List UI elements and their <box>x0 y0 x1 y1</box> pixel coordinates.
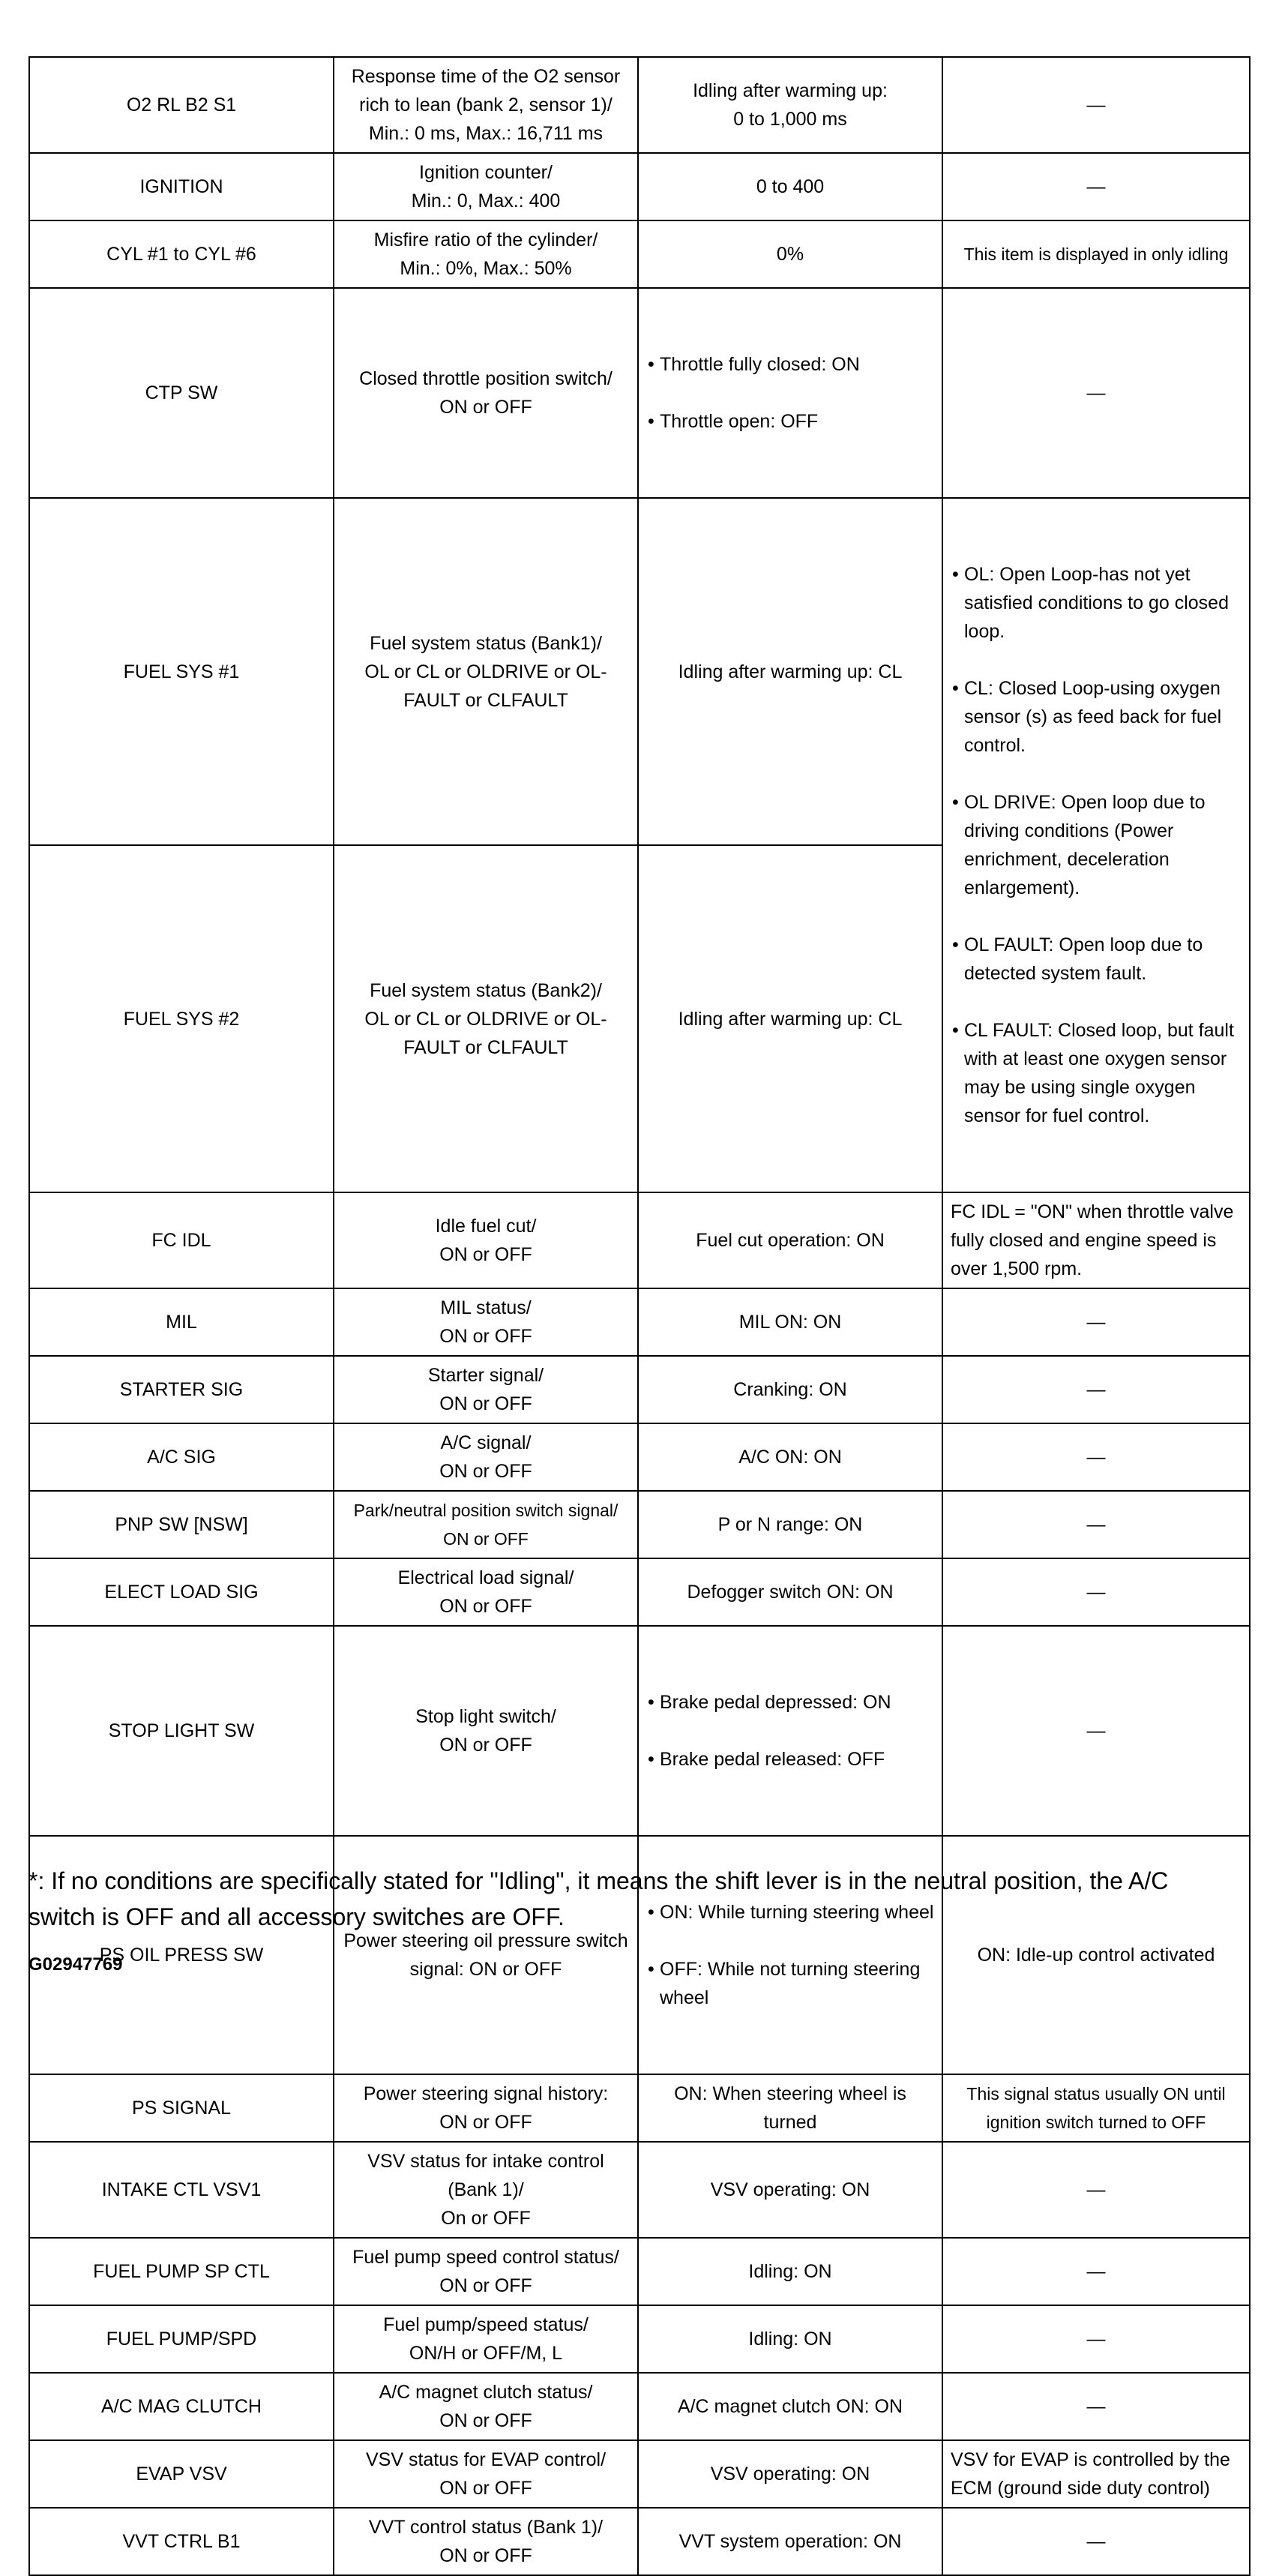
note-cell: — <box>942 2508 1250 2575</box>
condition-list <box>646 1660 934 1802</box>
item-cell: FUEL PUMP SP CTL <box>29 2238 334 2305</box>
note-bullet: • CL: Closed Loop-using oxygen sensor (s) as feed back for fuel control. <box>951 674 1242 760</box>
table-row <box>29 498 1250 845</box>
item-cell: A/C MAG CLUTCH <box>29 2373 334 2440</box>
description-cell: MIL status/ ON or OFF <box>334 1288 638 1356</box>
table-row <box>29 2142 1250 2238</box>
table-row <box>29 1192 1250 1288</box>
item-cell: FUEL SYS #2 <box>29 845 334 1192</box>
condition-cell: Idling: ON <box>638 2238 942 2305</box>
condition-cell: VVT system operation: ON <box>638 2508 942 2575</box>
item-cell: IGNITION <box>29 153 334 220</box>
condition-cell: ON: When steering wheel is turned <box>638 2074 942 2142</box>
table-row <box>29 1356 1250 1423</box>
note-cell: — <box>942 1356 1250 1423</box>
table-row <box>29 153 1250 220</box>
description-cell: VVT control status (Bank 1)/ ON or OFF <box>334 2508 638 2575</box>
item-cell: PNP SW [NSW] <box>29 1491 334 1558</box>
table-row <box>29 2238 1250 2305</box>
description-cell: A/C signal/ ON or OFF <box>334 1423 638 1491</box>
condition-cell: P or N range: ON <box>638 1491 942 1558</box>
condition-cell: Fuel cut operation: ON <box>638 1192 942 1288</box>
description-cell: Power steering oil pressure switch signal: ON or OFF <box>334 1836 638 2074</box>
table-row <box>29 2508 1250 2575</box>
condition-cell: 0 to 400 <box>638 153 942 220</box>
item-cell: O2 RL B2 S1 <box>29 57 334 153</box>
table-row <box>29 2440 1250 2508</box>
condition-bullet: • Brake pedal released: OFF <box>646 1745 934 1774</box>
item-cell: STARTER SIG <box>29 1356 334 1423</box>
table-row <box>29 1288 1250 1356</box>
condition-cell: Defogger switch ON: ON <box>638 1558 942 1626</box>
note-bullet: • OL DRIVE: Open loop due to driving conditions (Power enrichment, deceleration enlargement). <box>951 788 1242 902</box>
fuel-sys-note-cell <box>942 498 1250 1192</box>
description-cell: Idle fuel cut/ ON or OFF <box>334 1192 638 1288</box>
description-cell: Closed throttle position switch/ ON or OFF <box>334 288 638 498</box>
note-cell: — <box>942 1288 1250 1356</box>
description-cell: Fuel system status (Bank2)/ OL or CL or OLDRIVE or OL- FAULT or CLFAULT <box>334 845 638 1192</box>
condition-cell: Idling after warming up: CL <box>638 498 942 845</box>
condition-cell: A/C ON: ON <box>638 1423 942 1491</box>
item-cell: ELECT LOAD SIG <box>29 1558 334 1626</box>
note-bullet: • OL FAULT: Open loop due to detected system fault. <box>951 931 1242 988</box>
fuel-sys-note-list <box>951 532 1242 1159</box>
table-row <box>29 1558 1250 1626</box>
note-cell: — <box>942 1491 1250 1558</box>
description-cell: Electrical load signal/ ON or OFF <box>334 1558 638 1626</box>
description-cell: Ignition counter/ Min.: 0, Max.: 400 <box>334 153 638 220</box>
condition-cell: Idling after warming up: 0 to 1,000 ms <box>638 57 942 153</box>
item-cell: FC IDL <box>29 1192 334 1288</box>
condition-cell: Idling after warming up: CL <box>638 845 942 1192</box>
note-bullet: • CL FAULT: Closed loop, but fault with at least one oxygen sensor may be using single oxygen sensor for fuel control. <box>951 1016 1242 1130</box>
table-row <box>29 288 1250 498</box>
condition-cell: MIL ON: ON <box>638 1288 942 1356</box>
table-row <box>29 57 1250 153</box>
condition-bullet: • Throttle fully closed: ON <box>646 350 934 379</box>
description-cell: Misfire ratio of the cylinder/ Min.: 0%, Max.: 50% <box>334 220 638 288</box>
note-cell: — <box>942 2142 1250 2238</box>
condition-cell: Cranking: ON <box>638 1356 942 1423</box>
note-cell: — <box>942 153 1250 220</box>
item-cell: CTP SW <box>29 288 334 498</box>
item-cell: PS OIL PRESS SW <box>29 1836 334 2074</box>
item-cell: FUEL SYS #1 <box>29 498 334 845</box>
table-row <box>29 2074 1250 2142</box>
note-cell: This signal status usually ON until ignition switch turned to OFF <box>942 2074 1250 2142</box>
condition-bullet: • Throttle open: OFF <box>646 407 934 436</box>
data-list-table <box>28 56 1251 2576</box>
condition-cell <box>638 1626 942 1836</box>
note-cell: — <box>942 1423 1250 1491</box>
item-cell: VVT CTRL B1 <box>29 2508 334 2575</box>
description-cell: Park/neutral position switch signal/ ON or OFF <box>334 1491 638 1558</box>
condition-cell: A/C magnet clutch ON: ON <box>638 2373 942 2440</box>
description-cell: Fuel system status (Bank1)/ OL or CL or OLDRIVE or OL- FAULT or CLFAULT <box>334 498 638 845</box>
note-cell: This item is displayed in only idling <box>942 220 1250 288</box>
item-cell: EVAP VSV <box>29 2440 334 2508</box>
condition-list <box>646 322 934 464</box>
note-cell: — <box>942 288 1250 498</box>
item-cell: A/C SIG <box>29 1423 334 1491</box>
figure-id: G02947769 <box>28 1954 123 1975</box>
table-row <box>29 1491 1250 1558</box>
condition-cell: VSV operating: ON <box>638 2142 942 2238</box>
item-cell: MIL <box>29 1288 334 1356</box>
table-row <box>29 220 1250 288</box>
description-cell: Response time of the O2 sensor rich to lean (bank 2, sensor 1)/ Min.: 0 ms, Max.: 16,711 ms <box>334 57 638 153</box>
description-cell: Fuel pump speed control status/ ON or OFF <box>334 2238 638 2305</box>
table-row <box>29 1626 1250 1836</box>
note-cell: — <box>942 2238 1250 2305</box>
description-cell: Power steering signal history: ON or OFF <box>334 2074 638 2142</box>
note-cell: — <box>942 1626 1250 1836</box>
condition-cell: VSV operating: ON <box>638 2440 942 2508</box>
note-cell: — <box>942 2373 1250 2440</box>
description-cell: A/C magnet clutch status/ ON or OFF <box>334 2373 638 2440</box>
item-cell: CYL #1 to CYL #6 <box>29 220 334 288</box>
note-bullet: • OL: Open Loop-has not yet satisfied conditions to go closed loop. <box>951 560 1242 646</box>
table-row <box>29 2305 1250 2373</box>
condition-bullet: • Brake pedal depressed: ON <box>646 1688 934 1717</box>
table-row <box>29 1423 1250 1491</box>
note-cell: — <box>942 57 1250 153</box>
description-cell: Stop light switch/ ON or OFF <box>334 1626 638 1836</box>
item-cell: FUEL PUMP/SPD <box>29 2305 334 2373</box>
condition-cell: 0% <box>638 220 942 288</box>
item-cell: STOP LIGHT SW <box>29 1626 334 1836</box>
condition-bullet: • OFF: While not turning steering wheel <box>646 1955 934 2012</box>
item-cell: PS SIGNAL <box>29 2074 334 2142</box>
condition-cell <box>638 288 942 498</box>
note-cell: ON: Idle-up control activated <box>942 1836 1250 2074</box>
condition-bullet: • ON: While turning steering wheel <box>646 1898 934 1927</box>
description-cell: Starter signal/ ON or OFF <box>334 1356 638 1423</box>
note-cell: FC IDL = "ON" when throttle valve fully closed and engine speed is over 1,500 rpm. <box>942 1192 1250 1288</box>
description-cell: Fuel pump/speed status/ ON/H or OFF/M, L <box>334 2305 638 2373</box>
description-cell: VSV status for EVAP control/ ON or OFF <box>334 2440 638 2508</box>
footnote: *: If no conditions are specifically stated for "Idling", it means the shift lever is in the neutral position, the A/C switch is OFF and all accessory switches are OFF. <box>28 1867 1169 1930</box>
note-cell: VSV for EVAP is controlled by the ECM (ground side duty control) <box>942 2440 1250 2508</box>
description-cell: VSV status for intake control (Bank 1)/ On or OFF <box>334 2142 638 2238</box>
note-cell: — <box>942 2305 1250 2373</box>
table-row <box>29 2373 1250 2440</box>
item-cell: INTAKE CTL VSV1 <box>29 2142 334 2238</box>
condition-cell: Idling: ON <box>638 2305 942 2373</box>
note-cell: — <box>942 1558 1250 1626</box>
